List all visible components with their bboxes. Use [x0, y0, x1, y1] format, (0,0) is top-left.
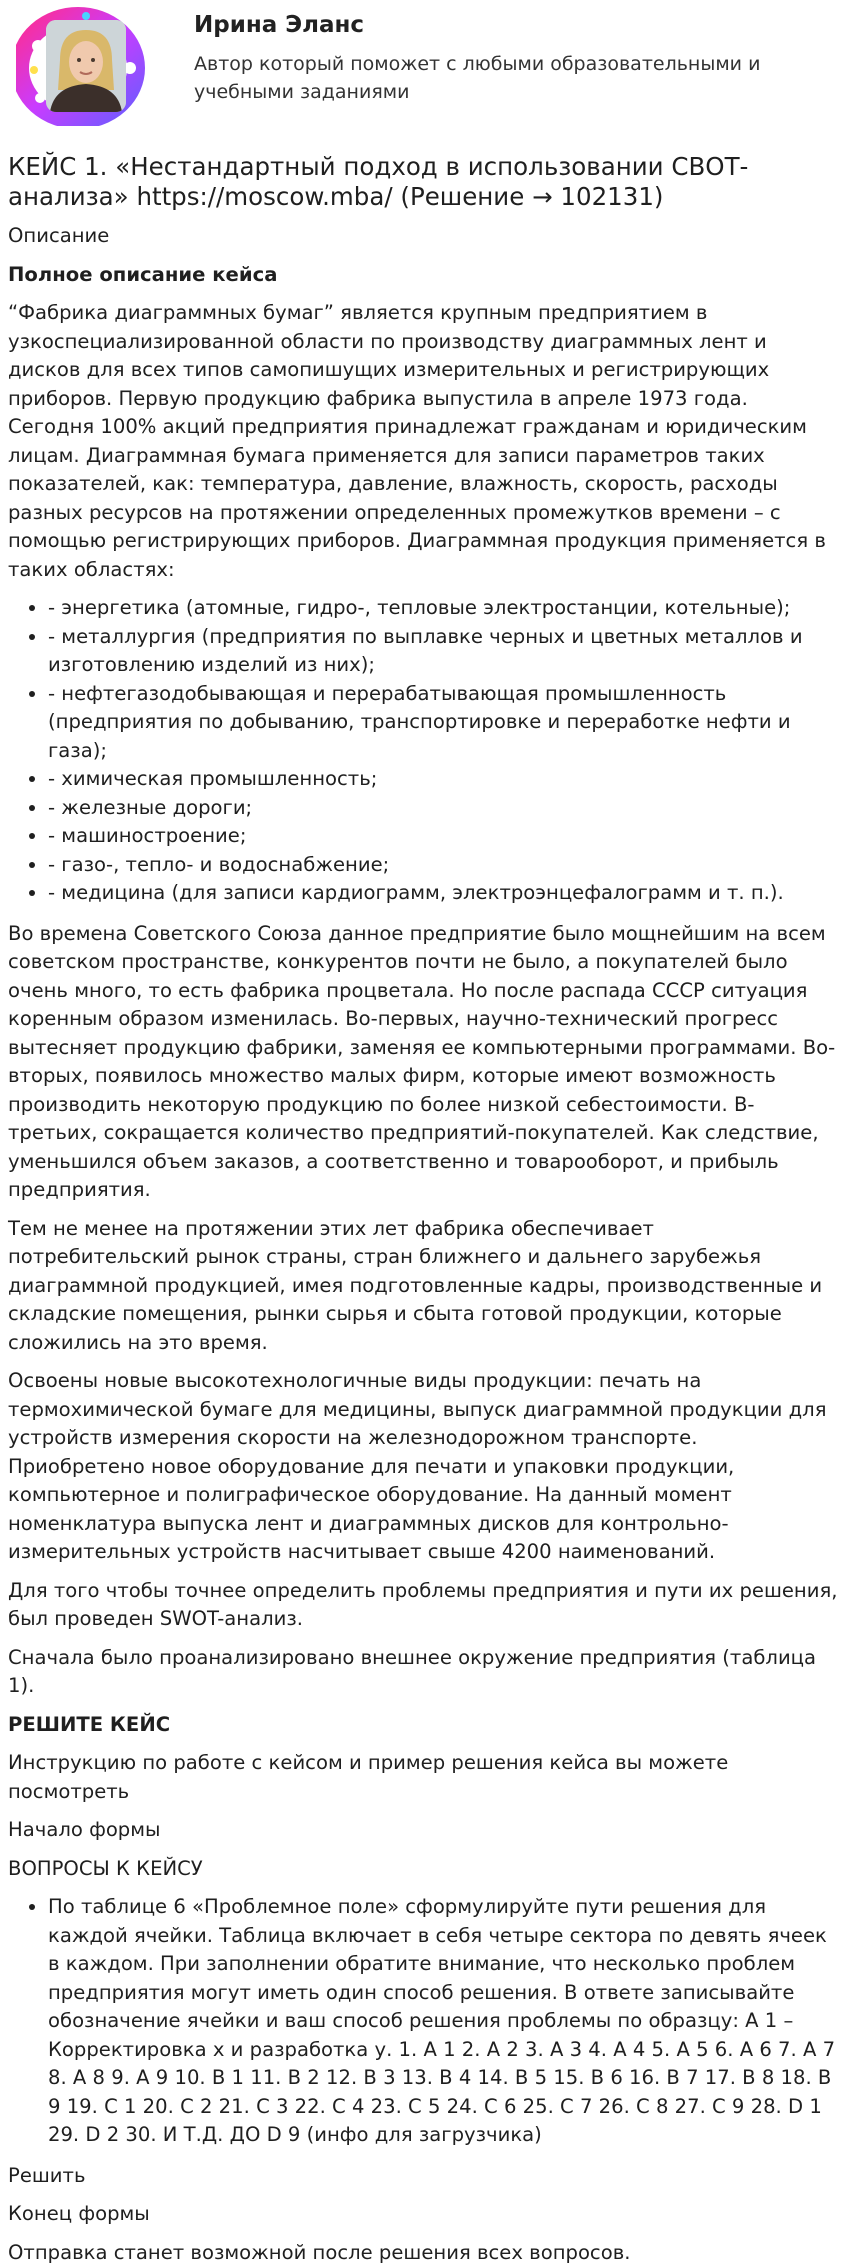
form-end-label: Конец формы [8, 2200, 839, 2229]
description-label: Описание [8, 222, 839, 251]
author-card [8, 0, 839, 140]
author-avatar[interactable] [16, 6, 156, 126]
full-description-heading: Полное описание кейса [8, 261, 839, 290]
author-name[interactable]: Ирина Эланс [194, 12, 364, 38]
case-body [8, 222, 839, 2267]
person-photo-icon [46, 20, 126, 112]
paragraph-soviet-era: Во времена Советского Союза данное предприятие было мощнейшим на всем советском пространстве, конкурентов почти не было, а покупателей было очень много, то есть фабрика процветала. Но после распада СССР ситуация коренным образом изменилась. Во-первых, научно-технический прогресс вытесняет продукцию фабрики, заменяя ее компьютерными программами. Во-вторых, появилось множество малых фирм, которые имеют возможность производить некоторую продукцию по более низкой себестоимости. В-третьих, сокращается количество предприятий-покупателей. Как следствие, уменьшился объем заказов, а соответственно и товарооборот, и прибыль предприятия. [8, 920, 839, 1205]
application-areas-list [8, 594, 839, 908]
solve-button[interactable]: Решить [8, 2162, 839, 2191]
paragraph-new-products: Освоены новые высокотехнологичные виды продукции: печать на термохимической бумаге для медицины, выпуск диаграммной продукции для устройств измерения скорости на железнодорожном транспорте. Приобретено новое оборудование для печати и упаковки продукции, компьютерное и полиграфическое оборудование. На данный момент номенклатура выпуска лент и диаграммных дисков для контрольно-измерительных устройств насчитывает свыше 4200 наименований. [8, 1367, 839, 1567]
questions-heading: ВОПРОСЫ К КЕЙСУ [8, 1855, 839, 1884]
case-title: КЕЙС 1. «Нестандартный подход в использовании СВОТ-анализа» https://moscow.mba/ (Решение → 102131) [8, 140, 839, 212]
avatar-photo [46, 20, 126, 112]
question-item: • По таблице 6 «Проблемное поле» сформулируйте пути решения для каждой ячейки. Таблица включает в себя четыре сектора по девять ячеек в каждом. При заполнении обратите внимание, что несколько проблем предприятия могут иметь один способ решения. В ответе записывайте обозначение ячейки и ваш способ решения проблемы по образцу: А 1 – Корректировка х и разработка у. 1. A 1 2. A 2 3. A 3 4. A 4 5. A 5 6. A 6 7. A 7 8. A 8 9. A 9 10. B 1 11. B 2 12. B 3 13. B 4 14. B 5 15. B 6 16. B 7 17. B 8 18. B 9 19. C 1 20. C 2 21. C 3 22. C 4 23. C 5 24. C 6 25. C 7 26. C 8 27. C 9 28. D 1 29. D 2 30. И Т.Д. ДО D 9 (инфо для загрузчика) [48, 1893, 839, 2150]
list-item: • - газо-, тепло- и водоснабжение; [48, 851, 839, 880]
paragraph-market: Тем не менее на протяжении этих лет фабрика обеспечивает потребительский рынок страны, стран ближнего и дальнего зарубежья диаграммной продукцией, имея подготовленные кадры, производственные и складские помещения, рынки сырья и сбыта готовой продукции, которые сложились на это время. [8, 1215, 839, 1358]
paragraph-swot: Для того чтобы точнее определить проблемы предприятия и пути их решения, был проведен SWOT-анализ. [8, 1577, 839, 1634]
list-item: • - железные дороги; [48, 794, 839, 823]
author-description: Автор который поможет с любыми образовательными и учебными заданиями [194, 50, 814, 106]
list-item: • - энергетика (атомные, гидро-, тепловые электростанции, котельные); [48, 594, 839, 623]
solve-case-heading: РЕШИТЕ КЕЙС [8, 1711, 839, 1740]
list-item: • - нефтегазодобывающая и перерабатывающая промышленность (предприятия по добыванию, транспортировке и переработке нефти и газа); [48, 680, 839, 766]
list-item: • - химическая промышленность; [48, 765, 839, 794]
list-item: • - машиностроение; [48, 822, 839, 851]
paragraph-external-environment: Сначала было проанализировано внешнее окружение предприятия (таблица 1). [8, 1644, 839, 1701]
list-item: • - медицина (для записи кардиограмм, электроэнцефалограмм и т. п.). [48, 879, 839, 908]
instruction-text: Инструкцию по работе с кейсом и пример решения кейса вы можете посмотреть [8, 1749, 839, 1806]
intro-paragraph: “Фабрика диаграммных бумаг” является крупным предприятием в узкоспециализированной области по производству диаграммных лент и дисков для всех типов самопишущих измерительных и регистрирующих приборов. Первую продукцию фабрика выпустила в апреле 1973 года. Сегодня 100% акций предприятия принадлежат гражданам и юридическим лицам. Диаграммная бумага применяется для записи параметров таких показателей, как: температура, давление, влажность, скорость, расходы разных ресурсов на протяжении определенных промежутков времени – с помощью регистрирующих приборов. Диаграммная продукция применяется в таких областях: [8, 299, 839, 584]
questions-list [8, 1893, 839, 2150]
form-start-label: Начало формы [8, 1816, 839, 1845]
submit-note: Отправка станет возможной после решения всех вопросов. [8, 2239, 839, 2267]
list-item: • - металлургия (предприятия по выплавке черных и цветных металлов и изготовлению изделий из них); [48, 623, 839, 680]
